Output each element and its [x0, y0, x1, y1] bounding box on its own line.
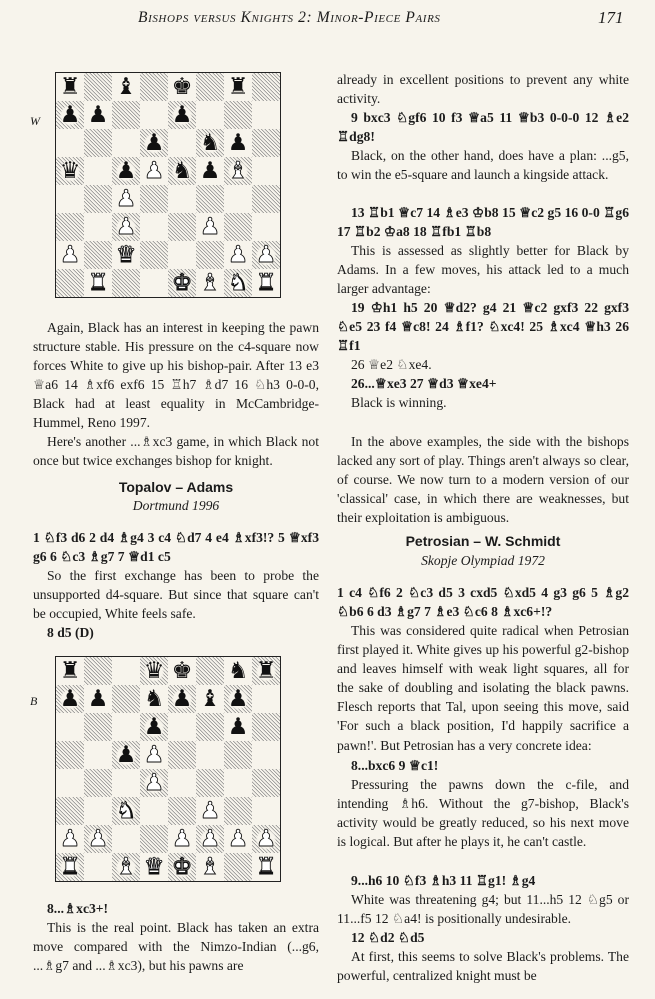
board-square [56, 741, 84, 769]
board-square [140, 769, 168, 797]
board-square [112, 73, 140, 101]
board-square [56, 797, 84, 825]
board-square [168, 213, 196, 241]
white-pawn-icon: ♟ [227, 825, 249, 852]
paragraph: already in excellent positions to prevent any white activity. [337, 72, 629, 107]
white-pawn-icon: ♟ [115, 213, 137, 240]
black-knight-icon: ♞ [143, 685, 165, 712]
black-rook-icon: ♜ [59, 657, 81, 684]
board-square [168, 185, 196, 213]
board-square [56, 185, 84, 213]
black-pawn-icon: ♟ [227, 129, 249, 156]
board-square [224, 269, 252, 297]
board-square [196, 157, 224, 185]
board-square [56, 685, 84, 713]
board-square [252, 797, 280, 825]
board-square [252, 73, 280, 101]
page-number: 171 [598, 8, 624, 27]
board-square [252, 269, 280, 297]
move-text: 19 ♔h1 h5 20 ♕d2? g4 21 ♕c2 gxf3 22 gxf3 ♘e5 23 f4 ♕c8! 24 ♗f1? ♘xc4! 25 ♗xc4 ♕h3 26 ♖f1 [337, 300, 629, 354]
board-square [252, 213, 280, 241]
paragraph: This is assessed as slightly better for Black by Adams. In a few moves, his attack led to a much larger advantage: [337, 243, 629, 297]
board-square [84, 825, 112, 853]
board-square [140, 825, 168, 853]
board-square [84, 157, 112, 185]
board-square [196, 73, 224, 101]
board-square [84, 101, 112, 129]
black-pawn-icon: ♟ [227, 685, 249, 712]
board-square [168, 73, 196, 101]
white-pawn-icon: ♟ [115, 185, 137, 212]
board-square [56, 241, 84, 269]
board-square [252, 101, 280, 129]
black-knight-icon: ♞ [199, 129, 221, 156]
move-text: 26 ♕e2 ♘xe4. [351, 357, 432, 372]
move-text: 8...♗xc3+! [47, 901, 109, 916]
board-square [84, 269, 112, 297]
white-pawn-icon: ♟ [255, 825, 277, 852]
black-bishop-icon: ♝ [199, 685, 221, 712]
board-square [84, 685, 112, 713]
white-pawn-icon: ♟ [143, 157, 165, 184]
paragraph: This was considered quite radical when Petrosian first played it. White gives up his powerful g2-bishop and leaves himself with weak light squares, all for the sake of doubling and isolating the black pawns. Flesch reports that Tal, upon seeing this move, said 'For such a black position, I'd happily sacrifice a pawn!'. But Petrosian has a very concrete idea: [337, 623, 629, 753]
board-square [140, 129, 168, 157]
board-square [196, 269, 224, 297]
black-pawn-icon: ♟ [199, 157, 221, 184]
board-square [56, 825, 84, 853]
board-square [196, 769, 224, 797]
move-text: 26...♕xe3 27 ♕d3 ♕xe4+ [351, 376, 497, 391]
board-square [252, 685, 280, 713]
board-square [252, 157, 280, 185]
white-pawn-icon: ♟ [143, 769, 165, 796]
board-square [56, 853, 84, 881]
board-square [56, 129, 84, 157]
board-square [112, 713, 140, 741]
white-pawn-icon: ♟ [255, 241, 277, 268]
black-bishop-icon: ♝ [115, 73, 137, 100]
board-square [196, 741, 224, 769]
move-text: 8...bxc6 9 ♕c1! [351, 758, 439, 773]
board-square [168, 157, 196, 185]
white-queen-icon: ♛ [115, 241, 137, 268]
move-text: 12 ♘d2 ♘d5 [351, 930, 425, 945]
white-pawn-icon: ♟ [171, 825, 193, 852]
board-square [224, 685, 252, 713]
board-square [168, 797, 196, 825]
board-square [140, 797, 168, 825]
board-square [140, 741, 168, 769]
black-knight-icon: ♞ [227, 657, 249, 684]
black-pawn-icon: ♟ [227, 713, 249, 740]
board-square [196, 101, 224, 129]
board-square [112, 269, 140, 297]
black-pawn-icon: ♟ [87, 101, 109, 128]
black-pawn-icon: ♟ [143, 713, 165, 740]
board-square [140, 213, 168, 241]
board-square [84, 769, 112, 797]
chessboard [55, 656, 281, 882]
board-square [168, 241, 196, 269]
board-square [224, 797, 252, 825]
board-square [224, 185, 252, 213]
move-text: 13 ♖b1 ♕c7 14 ♗e3 ♔b8 15 ♕c2 g5 16 0-0 ♖g6 17 ♖b2 ♔a8 18 ♖fb1 ♖b8 [337, 205, 629, 240]
board-square [84, 657, 112, 685]
board-square [112, 825, 140, 853]
black-king-icon: ♚ [171, 73, 193, 100]
board-square [252, 853, 280, 881]
board-square [112, 241, 140, 269]
board-square [112, 129, 140, 157]
black-rook-icon: ♜ [255, 657, 277, 684]
black-pawn-icon: ♟ [115, 741, 137, 768]
board-square [84, 185, 112, 213]
white-knight-icon: ♞ [227, 269, 249, 296]
paragraph: Again, Black has an interest in keeping the pawn structure stable. His pressure on the c4-square now forces White to give up his bishop-pair. After 13 e3 ♕a6 14 ♗xf6 exf6 15 ♖h7 ♗d7 16 ♘h3 0-0-0, Black had at least equality in McCambridge-Hummel, Reno 1997. [33, 320, 319, 431]
board-square [84, 853, 112, 881]
board-square [224, 741, 252, 769]
chessboard [55, 72, 281, 298]
board-square [84, 797, 112, 825]
white-bishop-icon: ♝ [115, 853, 137, 880]
board-square [112, 797, 140, 825]
board-square [140, 101, 168, 129]
board-square [56, 157, 84, 185]
black-queen-icon: ♛ [143, 657, 165, 684]
paragraph: White was threatening g4; but 11...h5 12 ♘g5 or 11...f5 12 ♘a4! is positionally undesirable. [337, 892, 629, 927]
white-knight-icon: ♞ [115, 797, 137, 824]
white-rook-icon: ♜ [59, 853, 81, 880]
board-square [196, 129, 224, 157]
board-square [196, 797, 224, 825]
move-text: 9...h6 10 ♘f3 ♗h3 11 ♖g1! ♗g4 [351, 873, 536, 888]
black-pawn-icon: ♟ [59, 685, 81, 712]
board-square [252, 713, 280, 741]
board-square [196, 657, 224, 685]
board-square [168, 101, 196, 129]
black-pawn-icon: ♟ [115, 157, 137, 184]
board-square [168, 853, 196, 881]
board-square [84, 713, 112, 741]
board-square [224, 213, 252, 241]
board-square [224, 825, 252, 853]
board-square [84, 129, 112, 157]
black-knight-icon: ♞ [171, 157, 193, 184]
board-square [112, 741, 140, 769]
board-square [252, 769, 280, 797]
board-square [196, 241, 224, 269]
white-rook-icon: ♜ [255, 853, 277, 880]
white-pawn-icon: ♟ [143, 741, 165, 768]
white-rook-icon: ♜ [255, 269, 277, 296]
board-square [224, 853, 252, 881]
board-square [224, 657, 252, 685]
move-text: 9 bxc3 ♘gf6 10 f3 ♕a5 11 ♕b3 0-0-0 12 ♗e2 ♖dg8! [337, 110, 629, 145]
board-square [168, 713, 196, 741]
board-square [224, 713, 252, 741]
board-square [84, 73, 112, 101]
board-square [196, 213, 224, 241]
board-square [168, 769, 196, 797]
black-pawn-icon: ♟ [87, 685, 109, 712]
paragraph: At first, this seems to solve Black's problems. The powerful, centralized knight must be [337, 949, 629, 984]
board-square [168, 657, 196, 685]
board-square [112, 769, 140, 797]
move-text: 8 d5 (D) [47, 625, 94, 640]
board-square [196, 713, 224, 741]
board-square [112, 185, 140, 213]
board-square [112, 157, 140, 185]
board-square [252, 741, 280, 769]
white-bishop-icon: ♝ [227, 157, 249, 184]
paragraph: So the first exchange has been to probe the unsupported d4-square. But since that square can't be occupied, White feels safe. [33, 568, 319, 622]
board-square [224, 157, 252, 185]
board-square [56, 213, 84, 241]
board-square [112, 853, 140, 881]
board-square [252, 241, 280, 269]
black-king-icon: ♚ [171, 657, 193, 684]
paragraph: Black is winning. [351, 395, 447, 410]
board-square [252, 129, 280, 157]
running-title: Bishops versus Knights 2: Minor-Piece Pairs [138, 9, 441, 26]
white-pawn-icon: ♟ [87, 825, 109, 852]
board-square [224, 241, 252, 269]
board-square [140, 713, 168, 741]
board-square [224, 129, 252, 157]
board-square [224, 101, 252, 129]
white-queen-icon: ♛ [143, 853, 165, 880]
black-pawn-icon: ♟ [59, 101, 81, 128]
board-square [168, 269, 196, 297]
board-square [196, 853, 224, 881]
board-square [196, 825, 224, 853]
board-square [168, 685, 196, 713]
board-square [56, 769, 84, 797]
board-square [84, 241, 112, 269]
board-square [140, 241, 168, 269]
black-pawn-icon: ♟ [143, 129, 165, 156]
white-pawn-icon: ♟ [59, 241, 81, 268]
black-rook-icon: ♜ [59, 73, 81, 100]
board-square [168, 825, 196, 853]
board-square [168, 741, 196, 769]
board-square [112, 213, 140, 241]
board-square [196, 185, 224, 213]
game-event: Dortmund 1996 [132, 498, 220, 513]
black-pawn-icon: ♟ [171, 685, 193, 712]
board-square [84, 741, 112, 769]
paragraph: This is the real point. Black has taken an extra move compared with the Nimzo-Indian (...g6, ...♗g7 and ...♗xc3), but his pawns are [33, 920, 319, 974]
white-bishop-icon: ♝ [199, 269, 221, 296]
white-king-icon: ♚ [171, 269, 193, 296]
board-square [252, 825, 280, 853]
white-pawn-icon: ♟ [59, 825, 81, 852]
board-square [140, 269, 168, 297]
board-square [56, 101, 84, 129]
board-square [56, 269, 84, 297]
board-square [112, 101, 140, 129]
board-square [112, 685, 140, 713]
board-square [140, 685, 168, 713]
board-square [140, 157, 168, 185]
white-rook-icon: ♜ [87, 269, 109, 296]
black-rook-icon: ♜ [227, 73, 249, 100]
move-text: 1 c4 ♘f6 2 ♘c3 d5 3 cxd5 ♘xd5 4 g3 g6 5 ♗g2 ♘b6 6 d3 ♗g7 7 ♗e3 ♘c6 8 ♗xc6+!? [337, 585, 629, 620]
board-square [224, 769, 252, 797]
board-square [140, 657, 168, 685]
paragraph: Black, on the other hand, does have a plan: ...g5, to win the e5-square and launch a kingside attack. [337, 148, 629, 183]
board-square [56, 73, 84, 101]
black-queen-icon: ♛ [59, 157, 81, 184]
game-title: Petrosian – W. Schmidt [405, 533, 561, 549]
game-title: Topalov – Adams [118, 479, 234, 495]
board-square [252, 657, 280, 685]
page-header [0, 0, 655, 40]
board-square [84, 213, 112, 241]
board-square [112, 657, 140, 685]
side-to-move-label: W [30, 114, 40, 128]
board-square [140, 853, 168, 881]
white-king-icon: ♚ [171, 853, 193, 880]
board-square [224, 73, 252, 101]
board-square [140, 73, 168, 101]
paragraph: In the above examples, the side with the bishops lacked any sort of play. Things aren't always so clear, of course. We now turn to a modern version of our 'classical' case, in which there are weaknesses, but their exploitation is ambiguous. [337, 434, 629, 526]
white-pawn-icon: ♟ [199, 825, 221, 852]
paragraph: Here's another ...♗xc3 game, in which Black not once but twice exchanges bishop for knight. [33, 434, 319, 469]
black-pawn-icon: ♟ [171, 101, 193, 128]
white-bishop-icon: ♝ [199, 853, 221, 880]
move-text: 1 ♘f3 d6 2 d4 ♗g4 3 c4 ♘d7 4 e4 ♗xf3!? 5 ♕xf3 g6 6 ♘c3 ♗g7 7 ♕d1 c5 [33, 530, 319, 565]
paragraph: Pressuring the pawns down the c-file, and intending ♗h6. Without the g7-bishop, Black's activity would be greatly reduced, so his next move is logical. But after he plays it, he can't castle. [337, 777, 629, 850]
white-pawn-icon: ♟ [199, 797, 221, 824]
board-square [140, 185, 168, 213]
game-event: Skopje Olympiad 1972 [421, 553, 545, 568]
white-pawn-icon: ♟ [199, 213, 221, 240]
side-to-move-label: B [30, 694, 38, 708]
board-square [56, 713, 84, 741]
white-pawn-icon: ♟ [227, 241, 249, 268]
board-square [56, 657, 84, 685]
board-square [196, 685, 224, 713]
board-square [252, 185, 280, 213]
board-square [168, 129, 196, 157]
